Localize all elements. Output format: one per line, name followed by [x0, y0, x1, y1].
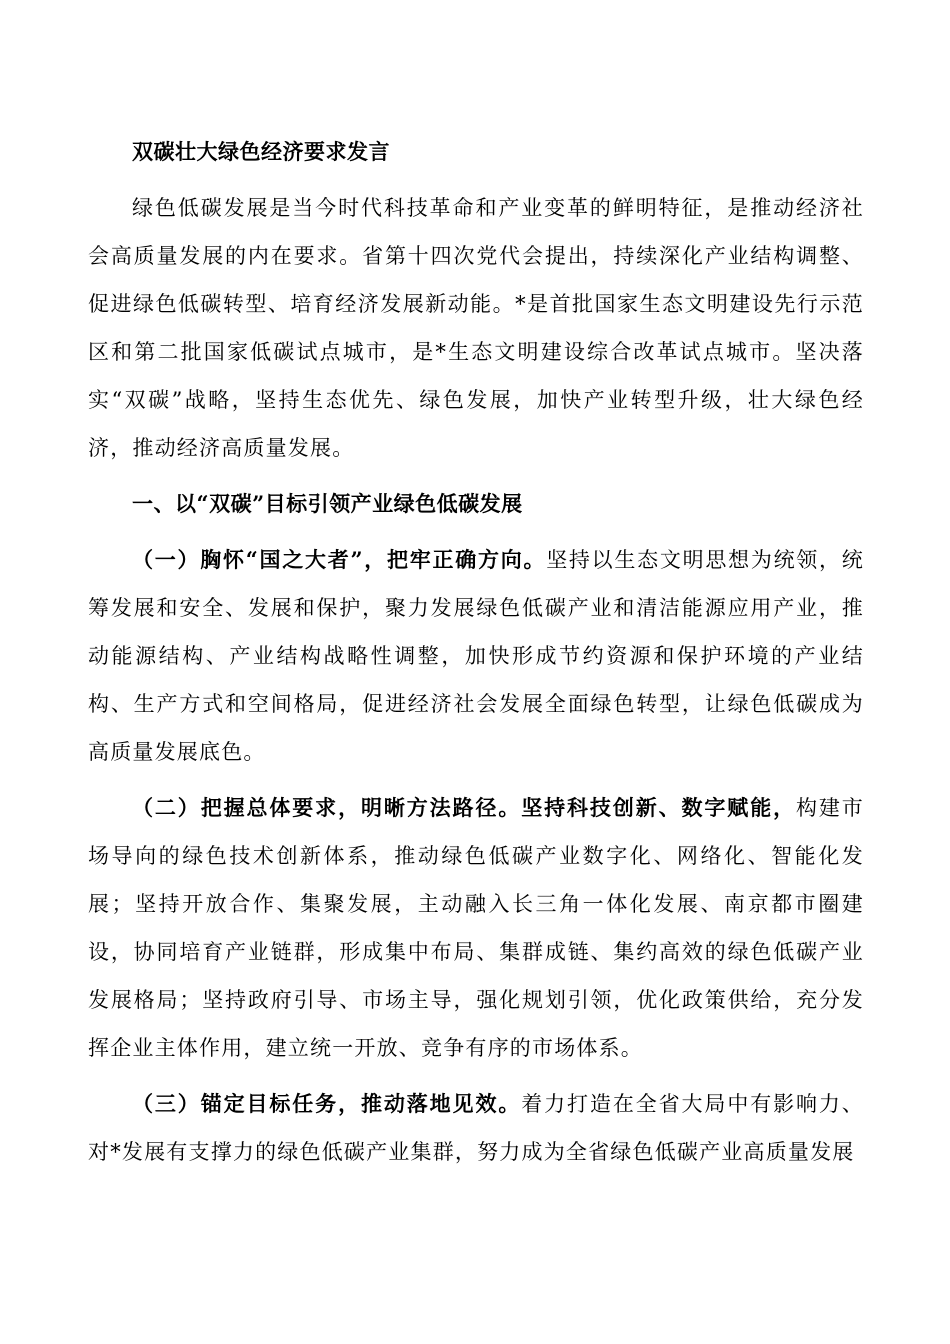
spacer — [88, 176, 864, 184]
subsection-text: 着力打造在全省大局中有影响力、对*发展有支撑力的绿色低碳产业集群，努力成为全省绿色低碳产业高质量发展 — [88, 1092, 865, 1164]
spacer — [88, 472, 864, 480]
subsection-lead: （一）胸怀“国之大者”，把牢正确方向。 — [132, 547, 547, 572]
subsection-text: 构建市场导向的绿色技术创新体系，推动绿色低碳产业数字化、网络化、智能化发展；坚持开放合作、集聚发展，主动融入长三角一体化发展、南京都市圈建设，协同培育产业链群，形成集中布局、集群成链、集约高效的绿色低碳产业发展格局；坚持政府引导、市场主导，强化规划引领，优化政策供给，充分发挥企业主体作用，建立统一开放、竞争有序的市场体系。 — [88, 796, 864, 1060]
intro-paragraph: 绿色低碳发展是当今时代科技革命和产业变革的鲜明特征，是推动经济社会高质量发展的内在要求。省第十四次党代会提出，持续深化产业结构调整、促进绿色低碳转型、培育经济发展新动能。*是首批国家生态文明建设先行示范区和第二批国家低碳试点城市，是*生态文明建设综合改革试点城市。坚决落实“双碳”战略，坚持生态优先、绿色发展，加快产业转型升级，壮大绿色经济，推动经济高质量发展。 — [88, 196, 864, 460]
document-title: 双碳壮大绿色经济要求发言 — [132, 139, 390, 164]
subsection-lead: （三）锚定目标任务，推动落地见效。 — [132, 1091, 522, 1116]
spacer — [88, 1072, 864, 1080]
section-heading: 一、以“双碳”目标引领产业绿色低碳发展 — [132, 491, 523, 516]
spacer — [88, 776, 864, 784]
subsection-paragraph-3 — [88, 1080, 864, 1176]
document-page — [88, 128, 864, 1176]
subsection-lead: （二）把握总体要求，明晰方法路径。坚持科技创新、数字赋能， — [132, 795, 796, 820]
subsection-paragraph-1 — [88, 536, 864, 776]
subsection-paragraph-2 — [88, 784, 864, 1072]
subsection-text: 坚持以生态文明思想为统领，统筹发展和安全、发展和保护，聚力发展绿色低碳产业和清洁能源应用产业，推动能源结构、产业结构战略性调整，加快形成节约资源和保护环境的产业结构、生产方式和空间格局，促进经济社会发展全面绿色转型，让绿色低碳成为高质量发展底色。 — [88, 548, 864, 764]
spacer — [88, 528, 864, 536]
